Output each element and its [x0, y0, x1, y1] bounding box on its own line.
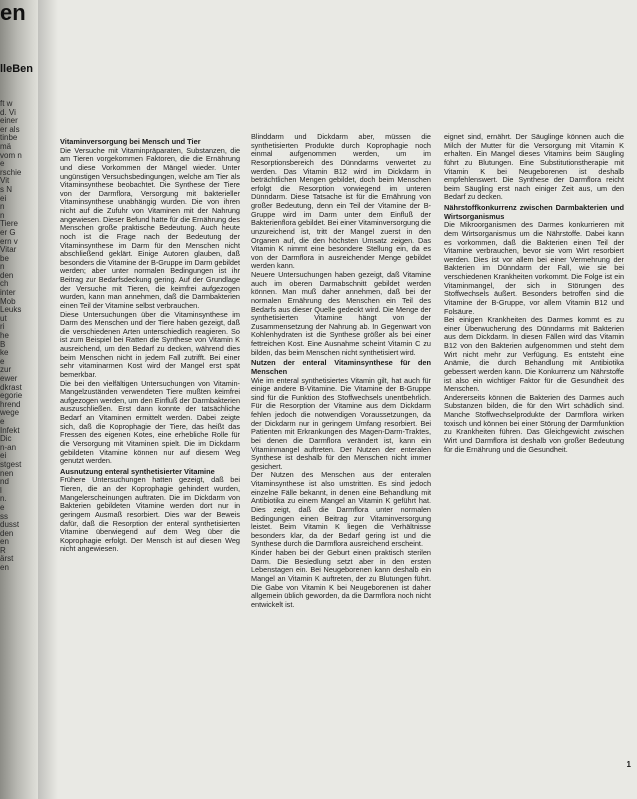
text-column-1: [60, 136, 240, 554]
gutter-line: e: [0, 160, 5, 169]
paragraph: Die Mikroorganismen des Darmes konkurrieren mit dem Wirtsorganismus um die Nährstoffe. Dabei kann es vorkommen, daß die Bakterien einen Teil der Vitamine verbrauchen, bevor sie vom Wirt resorbiert werden. Dies ist vor allem bei einer Vermehrung der Bakterien im Dünndarm der Fall, wie sie bei verschiedenen Krankheiten vorkommt. Die Folge ist ein Vitaminmangel, der sich in Störungen des Stoffwechsels äußert. Besonders betroffen sind die Vitamine der B-Gruppe, vor allem Vitamin B12 und Folsäure.: [444, 220, 624, 316]
paragraph: Andererseits können die Bakterien des Darmes auch Substanzen bilden, die für den Wirt schädlich sind. Manche Stoffwechselprodukte der Darmflora wirken toxisch und können bei einer Störung der Darmfunktion zu Krankheiten führen. Das Gleichgewicht zwischen Wirt und Darmflora ist deshalb von großer Bedeutung für die Ernährung und die Gesundheit.: [444, 392, 624, 454]
gutter-line: den: [0, 271, 14, 280]
paragraph: Der Nutzen des Menschen aus der enteralen Vitaminsynthese ist also umstritten. Es sind jedoch einzelne Fälle bekannt, in denen eine Behandlung mit Antibiotika zu einem Mangel an Vitamin K geführt hat. Dies zeigt, daß die Darmflora unter normalen Bedingungen einen Beitrag zur Vitaminversorgung leistet. Beim Vitamin K liegen die Verhältnisse besonders klar, da der Bedarf gering ist und die Synthese durch die Darmflora ausreichend erscheint.: [251, 470, 431, 549]
gutter-line: ewer: [0, 375, 18, 383]
gutter-line: nd: [0, 478, 9, 487]
paragraph: Wie im enteral synthetisiertes Vitamin gilt, hat auch für einige andere B-Vitamine. Die Vitamine der B-Gruppe sind für die Funktion des Stoffwechsels unentbehrlich. Für die Resorption der Vitamine aus dem Dickdarm fehlen jedoch die notwendigen Voraussetzungen, da der Dickdarm nur in geringem Umfang resorbiert. Bei Patienten mit Erkrankungen des Magen-Darm-Traktes, bei denen die Darmflora verändert ist, kann ein Vitaminmangel auftreten. Der Nutzen der enteralen Synthese ist deshalb für den Menschen nicht immer gesichert.: [251, 375, 431, 471]
gutter-line: dkrast: [0, 383, 22, 392]
gutter-line: be: [0, 254, 9, 263]
gutter-heading: en: [0, 0, 26, 25]
section-heading: Nährstoffkonkurrenz zwischen Darmbakterien und Wirtsorganismus: [444, 203, 624, 221]
gutter-line: ke: [0, 349, 9, 358]
gutter-line: B: [0, 340, 6, 349]
gutter-line: tinbe: [0, 134, 18, 143]
gutter-line: Infekt: [0, 426, 20, 435]
gutter-line: e: [0, 357, 5, 366]
gutter-line: egorie: [0, 392, 23, 401]
gutter-line: Vit: [0, 177, 10, 186]
text-column-3: [444, 133, 624, 454]
gutter-line: R: [0, 546, 6, 555]
gutter-line: ft w: [0, 100, 13, 108]
text-column-2: [251, 133, 431, 609]
gutter-line: e: [0, 503, 5, 512]
gutter-line: n.: [0, 495, 7, 504]
gutter-line: ärst: [0, 555, 14, 564]
gutter-line: ss: [0, 512, 8, 521]
gutter-line: Vitar: [0, 246, 17, 255]
gutter-line: l: [0, 486, 2, 495]
gutter-line: n-an: [0, 443, 17, 452]
gutter-line: ei: [0, 452, 7, 461]
gutter-line: Tiere: [0, 220, 18, 229]
gutter-line: stgest: [0, 460, 22, 469]
paragraph: Blinddarm und Dickdarm aber, müssen die synthetisierten Produkte durch Koprophagie noch einmal aufgenommen werden, um im Resorptionsbereich des Dünndarms verwertet zu werden. Das Vitamin B12 wird im Dickdarm in beträchtlichen Mengen gebildet, doch beim Menschen erfolgt die Resorption vorwiegend im unteren Dünndarm. Diese Tatsache ist für die Ernährung von großer Bedeutung, denn ein Teil der Vitamine der B-Gruppe wird im Darm unter dem Einfluß der Bakterienflora gebildet. Bei einer Vitaminversorgung die unzureichend ist, tritt der Mangel zuerst in den Organen auf, die den höchsten Umsatz zeigen. Das Vitamin K nimmt eine besondere Stellung ein, da es von der Darmflora in ausreichender Menge gebildet werden kann.: [251, 132, 431, 271]
gutter-line: inter: [0, 289, 16, 298]
gutter-line: hrend: [0, 400, 21, 409]
gutter-line: n: [0, 203, 5, 212]
gutter-line: he: [0, 332, 9, 341]
paragraph: Diese Untersuchungen über die Vitaminsynthese im Darm des Menschen und der Tiere haben gezeigt, daß die verschiedenen Arten unterschiedlich reagieren. So ist zum Beispiel bei Ratten die Synthese von Vitamin K ausreichend, um den Bedarf zu decken, während dies beim Menschen nicht in jedem Fall zutrifft. Bei einer sehr vitaminarmen Kost wird der Mangel erst spät bemerkbar.: [60, 309, 240, 379]
gutter-line: Leuks: [0, 306, 22, 315]
gutter-line: wege: [0, 409, 20, 418]
gutter-line: d. Vi: [0, 108, 16, 117]
section-heading: Vitaminversorgung bei Mensch und Tier: [60, 137, 201, 146]
gutter-line: den: [0, 529, 14, 538]
gutter-line: einer: [0, 117, 18, 126]
adjacent-page-gutter: [0, 0, 38, 799]
gutter-line: ut: [0, 314, 7, 323]
gutter-line: Dic: [0, 435, 12, 444]
paragraph: Bei einigen Krankheiten des Darmes kommt es zu einer Überwucherung des Dünndarms mit Bakterien aus dem Dickdarm. In diesen Fällen wird das Vitamin B12 von den Bakterien aufgenommen und steht dem Wirt nicht mehr zur Verfügung. Es entsteht eine Anämie, die durch Behandlung mit Antibiotika gebessert werden kann. Die Konkurrenz um Nährstoffe ist also ein wichtiger Faktor für die Gesundheit des Menschen.: [444, 315, 624, 394]
paragraph: eignet sind, ernährt. Der Säuglinge können auch die Milch der Mutter für die Versorgung mit Vitamin K erhalten. Ein Mangel dieses Vitamins beim Säugling führt zu Blutungen. Eine Substitutionstherapie mit Vitamin K bei Neugeborenen ist deshalb empfehlenswert. Die Synthese der Darmflora reicht beim Säugling erst nach einiger Zeit aus, um den Bedarf zu decken.: [444, 132, 624, 202]
gutter-line: vom n: [0, 151, 22, 160]
gutter-line: ch: [0, 280, 9, 289]
paragraph: Frühere Untersuchungen hatten gezeigt, daß bei Tieren, die an der Koprophagie gehindert wurden, Mangelerscheinungen auftraten. Die im Dickdarm von Bakterien gebildeten Vitamine werden dort nur in geringem Ausmaß resorbiert. Dies war der Beweis dafür, daß die Resorption der enteral synthetisierten Vitamine überwiegend auf dem Weg über die Koprophagie erfolgt. Der Mensch ist auf diesen Weg nicht angewiesen.: [60, 475, 240, 554]
gutter-line: e: [0, 417, 5, 426]
gutter-line: rschie: [0, 168, 22, 177]
gutter-line: n: [0, 263, 5, 272]
paragraph: Die Versuche mit Vitaminpräparaten, Substanzen, die am Tieren vorgekommen Faktoren, die die Ernährung und diese Vorkommen der Mängel wieder. Unter ungünstigen Versuchsbedingungen, welche am Tier als Vitaminsynthese beobachtet. Die Synthese der Tiere von der Darmflora, Versorgung mit bakterieller Vitaminsynthese unabhängig wurden. Die von ihren nicht auf die Zufuhr von Vitaminen mit der Nahrung angewiesen. Dieser Befund hatte für die Ernährung des Menschen große praktische Bedeutung. Auch heute noch ist die Frage nach der Bedeutung der Vitaminsynthese im Darm für den Menschen nicht abschließend geklärt. Einige Autoren glauben, daß besonders die Vitamine der B-Gruppe im Darm gebildet werden; aber unter normalen Bedingungen ist ihr Beitrag zur Bedarfsdeckung gering. Auf der Grundlage der Versuche mit Tieren, die keimfrei aufgezogen wurden, kann man annehmen, daß die Darmbakterien einen Teil der Vitamine selbst verbrauchen.: [60, 145, 240, 310]
gutter-line: en: [0, 564, 9, 573]
gutter-line: zur: [0, 366, 12, 375]
section-heading: Ausnutzung enteral synthetisierter Vitamine: [60, 466, 215, 476]
gutter-line: en: [0, 538, 9, 547]
gutter-subheading: lleBen: [0, 63, 34, 75]
gutter-line: nen: [0, 469, 14, 478]
gutter-line: n: [0, 211, 5, 220]
gutter-text-lines: [0, 100, 38, 573]
paragraph: Die bei den vielfältigen Untersuchungen von Vitamin-Mangelzuständen verwendeten Tiere mußten keimfrei aufgezogen werden, um den Einfluß der Darmbakterien auszuschließen. Erst dann konnte der tatsächliche Bedarf an Vitaminen ermittelt werden. Dabei zeigte sich, daß die Koprophagie der Tiere, das heißt das Fressen des eigenen Kotes, eine erhebliche Rolle für die Versorgung mit Vitaminen spielt. Die im Dickdarm gebildeten Vitamine können nur auf diesem Weg genutzt werden.: [60, 378, 240, 466]
paragraph: Neuere Untersuchungen haben gezeigt, daß Vitamine auch im oberen Darmabschnitt gebildet werden können. Man muß daher annehmen, daß bei der normalen Ernährung des Menschen ein Teil des Bedarfs aus dieser Quelle gedeckt wird. Die Menge der synthetisierten Vitamine hängt von der Zusammensetzung der Nahrung ab. In Gegenwart von Kohlenhydraten ist die Synthese größer als bei einer fettreichen Kost. Eine Ausnahme scheint Vitamin C zu bilden, das beim Menschen nicht synthetisiert wird.: [251, 270, 431, 357]
gutter-line: Mob: [0, 297, 16, 306]
gutter-line: mä: [0, 142, 12, 151]
section-heading: Nutzen der enteral Vitaminsynthese für den Menschen: [251, 358, 431, 376]
paragraph: Kinder haben bei der Geburt einen praktisch sterilen Darm. Die Besiedlung setzt aber in den ersten Lebenstagen ein. Bei Neugeborenen kann deshalb ein Mangel an Vitamin K auftreten, der zu Blutungen führt. Die Gabe von Vitamin K bei Neugeborenen ist daher allgemein üblich geworden, da die Darmflora noch nicht entwickelt ist.: [251, 548, 431, 609]
gutter-line: ri: [0, 323, 5, 332]
gutter-line: er G: [0, 228, 16, 237]
binding-shadow: [38, 0, 58, 799]
gutter-line: dusst: [0, 521, 20, 530]
gutter-line: s N: [0, 185, 12, 194]
gutter-line: ern v: [0, 237, 18, 246]
gutter-line: er als: [0, 125, 20, 134]
page-number: 1: [626, 760, 631, 769]
gutter-line: ei: [0, 194, 7, 203]
